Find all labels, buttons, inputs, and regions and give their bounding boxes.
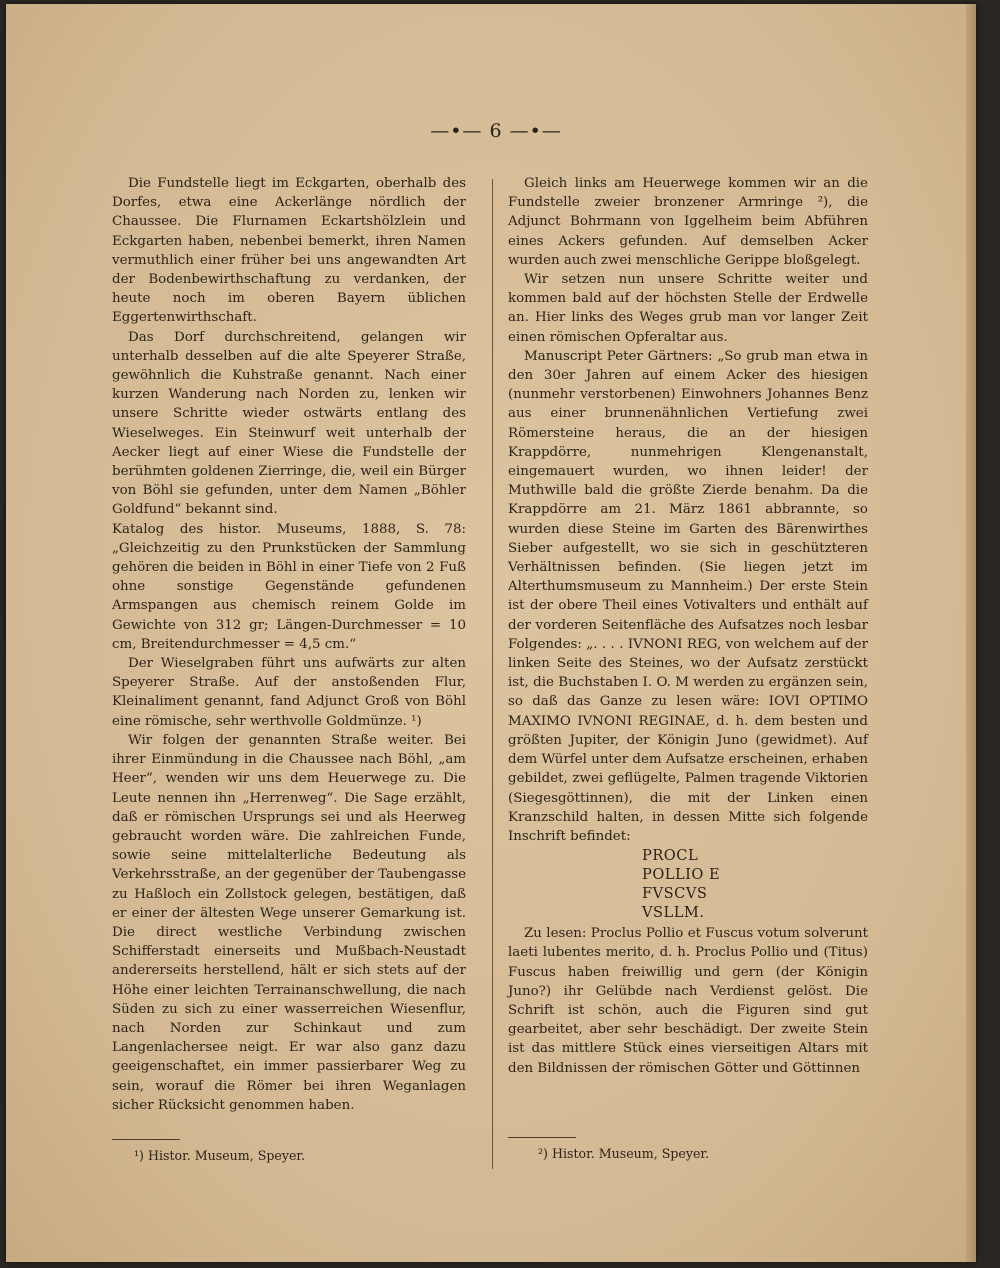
paragraph: Die Fundstelle liegt im Eckgarten, oberhalb des Dorfes, etwa eine Ackerlänge nördlich der Chaussee. Die Flurnamen Eckartshölzlein und Eckgarten haben, nebenbei bemerkt, ihren Namen vermuthlich einer früher bei uns angewandten Art der Bodenbewirthschaftung zu verdanken, der heute noch im oberen Bayern üblichen Eggertenwirthschaft. xyxy=(112,176,466,326)
paragraph: Das Dorf durchschreitend, gelangen wir unterhalb desselben auf die alte Speyerer Straße, gewöhnlich die Kuhstraße genannt. Nach einer kurzen Wanderung nach Norden zu, lenken wir unsere Schritte wieder ostwärts entlang des Wieselweges. Ein Steinwurf weit unterhalb der Aecker liegt auf einer Wiese die Fundstelle der berühmten goldenen Zierringe, die, weil ein Bürger von Böhl sie gefunden, unter dem Namen „Böhler Goldfund“ bekannt sind. xyxy=(112,329,466,518)
footnote-rule xyxy=(508,1137,576,1138)
page-edge xyxy=(966,4,976,1262)
page-number: —•— 6 —•— xyxy=(430,120,562,142)
inscription-line: FVSCVS xyxy=(642,885,708,903)
paragraph: Wir folgen der genannten Straße weiter. Bei ihrer Einmündung in die Chaussee nach Böhl, „am Heer“, wenden wir uns dem Heuerwege zu. Die Leute nennen ihn „Herrenweg“. Die Sage erzählt, daß er römischen Ursprungs sei und als Heerweg gebraucht worden wäre. Die zahlreichen Funde, sowie seine mittelalterliche Bedeutung als Verkehrsstraße, an der gegenüber der Taubengasse zu Haßloch ein Zollstock gelegen, bestätigen, daß er einer der ältesten Wege unserer Gemarkung ist. Die direct westliche Verbindung zwischen Schifferstadt einerseits und Mußbach-Neustadt andererseits herstellend, hält er sich stets auf der Höhe einer leichten Terrainanschwellung, die nach Süden zu sich zu einer wasserreichen Wiesenflur, nach Norden zur Schinkaut und zum Langenlachersee neigt. Er war also ganz dazu geeigenschaftet, ein immer passierbarer Weg zu sein, worauf die Römer bei ihren Weganlagen sicher Rücksicht genommen haben. xyxy=(112,732,466,1113)
footnote-right: ²) Histor. Museum, Speyer. xyxy=(538,1146,710,1161)
document-page xyxy=(6,4,976,1262)
paragraph: Wir setzen nun unsere Schritte weiter und kommen bald auf der höchsten Stelle der Erdwelle an. Hier links des Weges grub man vor langer Zeit einen römischen Opferaltar aus. xyxy=(508,272,868,345)
footnote-rule xyxy=(112,1139,180,1140)
inscription-line: PROCL xyxy=(642,847,699,865)
column-divider xyxy=(492,179,493,1169)
paragraph: Gleich links am Heuerwege kommen wir an die Fundstelle zweier bronzener Armringe ²), die Adjunct Bohrmann von Iggelheim beim Abführen eines Ackers gefunden. Auf demselben Acker wurden auch zwei menschliche Gerippe bloßgelegt. xyxy=(508,176,868,268)
paragraph: Katalog des histor. Museums, 1888, S. 78: „Gleichzeitig zu den Prunkstücken der Sammlung gehören die beiden in Böhl in einer Tiefe von 2 Fuß ohne sonstige Gegenstände gefundenen Armspangen aus chemisch reinem Golde im Gewichte von 312 gr; Längen-Durchmesser = 10 cm, Breitendurchmesser = 4,5 cm.“ xyxy=(112,521,466,652)
left-column xyxy=(112,174,466,1115)
paragraph: Manuscript Peter Gärtners: „So grub man etwa in den 30er Jahren auf einem Acker des hiesigen (nunmehr verstorbenen) Einwohners Johannes Benz aus einer brunnenähnlichen Vertiefung zwei Römersteine heraus, die an der hiesigen Krappdörre, nunmehrigen Klengenanstalt, eingemauert wurden, wo ihnen leider! der Muthwille bald die größte Zierde benahm. Da die Krappdörre am 21. März 1861 abbrannte, so wurden diese Steine im Garten des Bärenwirthes Sieber aufgestellt, wo sie sich in geschützteren Verhältnissen befinden. (Sie liegen jetzt im Alterthumsmuseum zu Mannheim.) Der erste Stein ist der obere Theil eines Votivalters und enthält auf der vorderen Seitenfläche des Aufsatzes noch lesbar Folgendes: „. . . . IVNONI REG, von welchem auf der linken Seite des Steines, wo der Aufsatz zerstückt ist, die Buchstaben I. O. M werden zu ergänzen sein, so daß das Ganze zu lesen wäre: IOVI OPTIMO MAXIMO IVNONI REGINAE, d. h. dem besten und größten Jupiter, der Königin Juno (gewidmet). Auf dem Würfel unter dem Aufsatze erscheinen, erhaben gebildet, zwei geflügelte, Palmen tragende Viktorien (Siegesgöttinnen), die mit der Linken einen Kranzschild halten, in dessen Mitte sich folgende Inschrift befindet: xyxy=(508,348,868,844)
footnote-left: ¹) Histor. Museum, Speyer. xyxy=(134,1148,306,1163)
paragraph: Zu lesen: Proclus Pollio et Fuscus votum solverunt laeti lubentes merito, d. h. Proclus Pollio und (Titus) Fuscus haben freiwillig und gern (der Königin Juno?) ihr Gelübde nach Verdienst gelöst. Die Schrift ist schön, auch die Figuren sind gut gearbeitet, aber sehr beschädigt. Der zweite Stein ist das mittlere Stück eines vierseitigen Altars mit den Bildnissen der römischen Götter und Göttinnen xyxy=(508,926,868,1076)
inscription-line: VSLLM. xyxy=(642,904,705,922)
paragraph: Der Wieselgraben führt uns aufwärts zur alten Speyerer Straße. Auf der anstoßenden Flur, Kleinaliment genannt, fand Adjunct Groß von Böhl eine römische, sehr werthvolle Goldmünze. ¹) xyxy=(112,656,466,729)
inscription xyxy=(642,846,868,922)
right-column xyxy=(508,174,868,1078)
inscription-line: POLLIO E xyxy=(642,866,721,884)
